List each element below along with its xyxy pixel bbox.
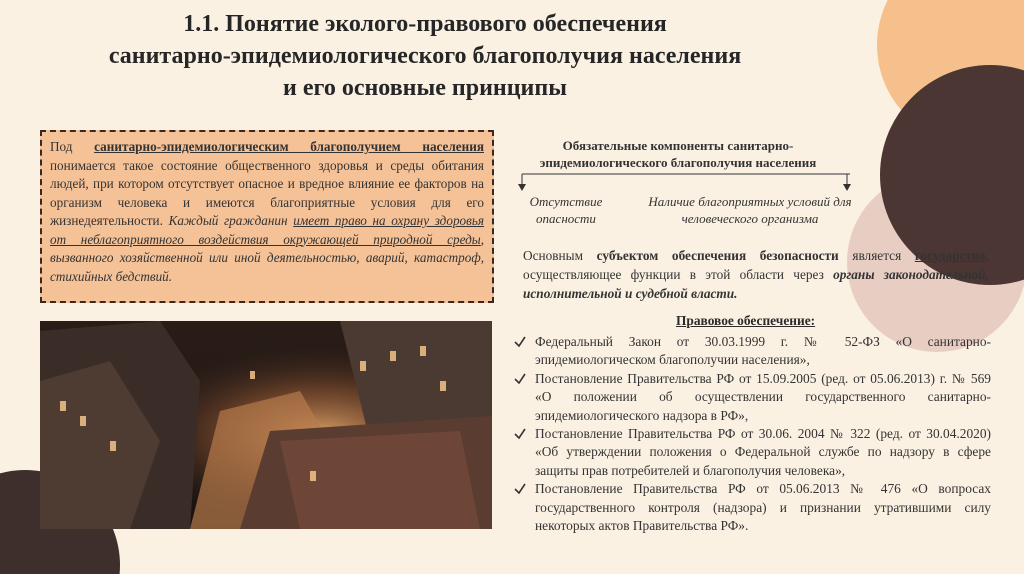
subject-b2: государство [914, 248, 986, 263]
checkmark-icon [513, 482, 527, 496]
checkmark-icon [513, 372, 527, 386]
subject-paragraph [523, 246, 989, 303]
slide-title [40, 8, 810, 104]
list-item [513, 480, 991, 535]
definition-right-tail: , вызванного хозяйственной или иной деятельностью, аварий, катастроф, стихийных бедствий. [50, 231, 484, 284]
list-item [513, 425, 991, 480]
subject-b3: органы законодательной, исполнительной и судебной власти. [523, 267, 989, 301]
title-line-2: санитарно-эпидемиологического благополучия населения [108, 43, 742, 69]
definition-prefix: Под [50, 139, 95, 154]
list-item [513, 333, 991, 370]
definition-term: санитарно-эпидемиологическим благополучием населения [94, 139, 484, 154]
component-item-1: Отсутствие опасности [529, 194, 603, 226]
list-item [513, 370, 991, 425]
city-night-photo [40, 321, 492, 529]
definition-right-text: имеет право на охрану здоровья от неблагоприятного воздействия окружающей природной среды [50, 213, 484, 247]
legal-item-3: Постановление Правительства РФ от 30.06. 2004 № 322 (ред. от 30.04.2020) «Об утверждении положения о Федеральной службе по надзору в сфере защиты прав потребителей и благополучия человека», [535, 426, 991, 478]
definition-right-intro: Каждый гражданин [168, 213, 294, 228]
legal-item-4: Постановление Правительства РФ от 05.06.2013 № 476 «О вопросах государственного контроля (надзора) и признании утратившими силу некоторых актов Правительства РФ». [535, 481, 991, 534]
title-line-1: 1.1. Понятие эколого-правового обеспечения [183, 11, 667, 37]
definition-body: понимается такое состояние общественного здоровья и среды обитания людей, при котором отсутствует опасное и вредное влияние ее факторов на организм человека и имеются благоприятные условия для его жизнедеятельности. [50, 157, 484, 228]
checkmark-icon [513, 427, 527, 441]
components-title: Обязательные компоненты санитарно-эпидемиологического благополучия населения [539, 138, 817, 170]
legal-list [513, 333, 991, 535]
checkmark-icon [513, 335, 527, 349]
subject-b1: субъектом обеспечения безопасности [596, 248, 839, 263]
title-line-3: и его основные принципы [283, 75, 567, 101]
definition-box [40, 130, 494, 303]
subject-t3: , осуществляющее функции в этой области через [523, 248, 989, 282]
subject-t1: Основным [523, 248, 597, 263]
subject-t2: является [838, 248, 915, 263]
legal-title: Правовое обеспечение: [676, 313, 816, 328]
legal-item-2: Постановление Правительства РФ от 15.09.2005 (ред. от 05.06.2013) г. № 569 «О положении об осуществлении государственного санитарно-эпидемиологического надзора в РФ», [535, 370, 991, 423]
component-item-2: Наличие благоприятных условий для человеческого организма [648, 194, 852, 226]
legal-item-1: Федеральный Закон от 30.03.1999 г. № 52-ФЗ «О санитарно-эпидемиологическом благополучии населения», [535, 334, 991, 368]
components-connector [515, 170, 855, 192]
